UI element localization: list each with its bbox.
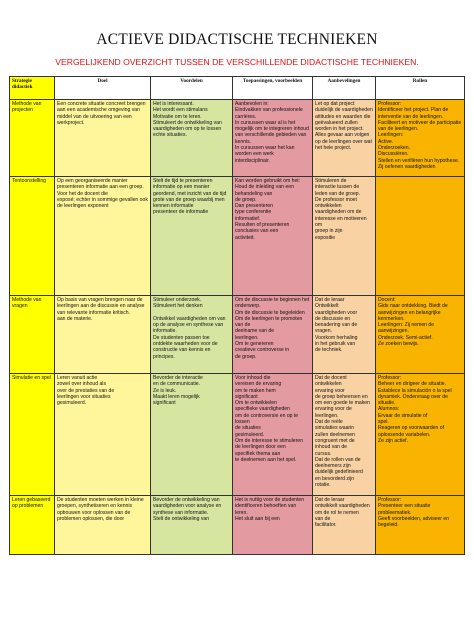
header-row — [10, 77, 465, 100]
toepassingen-cell: Kan worden gebruikt om het: Houd de inleiding van een behandeling van de groep. Dan presenteren type conferentie informatief. Resulten of presenteren conclusies van een activiteit. — [233, 177, 313, 296]
strategy-cell: Methode van vragen — [10, 296, 55, 374]
header-strategy: Strategie didactiek — [10, 77, 55, 100]
doel-cell: De studenten moeten werken in kleine groepen, synthetiseren en kennis opbouwen voor oplossen van de problemen oplossen, die door — [55, 496, 151, 555]
aanbevelingen-cell: Dat de leraar Ontwikkelt vaardigheden voor de discussie en benadering van de vragen. Voorkom herhaling in het gebruik van de techniek. — [313, 296, 376, 374]
voordelen-cell: Bevorder de ontwikkeling van vaardigheden voor analyse en synthese van informatie. Stelt de ontwikkeling van — [151, 496, 233, 555]
header-voordelen: Voordelen — [151, 77, 233, 100]
strategy-cell: Leren gebaseerd op problemen — [10, 496, 55, 555]
rollen-cell: Docent: Gids naar ontdekking. Biedt de aanwijzingen en belangrijke kenmerken. Leerlingen: Zij nemen de aanwijzingen. Onderzoek. Semi-actief. Ze zoeken bewijs. — [376, 296, 465, 374]
table-row — [10, 177, 465, 296]
aanbevelingen-cell: Dat de leraar ontwikkelt vaardigheden om de rol te nemen van de facilitator. — [313, 496, 376, 555]
toepassingen-cell: Om de discussie te beginnen het onderwerp. Om de discussie te begeleiden Om de leerlingen te promoten van de deelname van de leerlingen. Om te genereren creatieve controverse in de groep. — [233, 296, 313, 374]
strategy-cell: Methode van projecten — [10, 100, 55, 177]
table-row — [10, 296, 465, 374]
strategy-cell: Simulatie en spel — [10, 374, 55, 496]
header-doel: Doel — [55, 77, 151, 100]
rollen-cell: Professor: Identificeer het project. Plan de interventie van de leerlingen. Faciliteert en motiveer de participatie van de leerlingen. Leerlingen: Active. Onderzoeken. Discussiëren. Stellen en verifiëren hun hypothese. Zij oefenen vaardigheden — [376, 100, 465, 177]
techniques-table — [9, 76, 465, 555]
aanbevelingen-cell: Dat de docent ontwikkelen ervaring voor de groep beheersen en om een goede te maken ervaring voor de leerlingen. Dat de reële simulaties waarin zullen deelnemen congruent met de inhoud van de cursus. Dat de rollen van de deelnemers zijn duidelijk gedefinieerd en bevorderd zijn rotatie. — [313, 374, 376, 496]
rollen-cell — [376, 177, 465, 296]
voordelen-cell: Stimuleer onderzoek. Stimuleert het denken Ontwikkel vaardigheden om van op de analyse en synthese van informatie. De studenten passen toe ontdekte waarheden voor de constructie van kennis en principes. — [151, 296, 233, 374]
page-title: ACTIEVE DIDACTISCHE TECHNIEKEN — [96, 31, 378, 48]
doel-cell: Op een georganiseerde manier presenteren informatie aan een groep. Voor het de docent die exposé; echter in sommige gevallen ook de leerlingen exponent — [55, 177, 151, 296]
page-subtitle: VERGELIJKEND OVERZICHT TUSSEN DE VERSCHILLENDE DIDACTISCHE TECHNIEKEN. — [55, 57, 419, 67]
rollen-cell: Professor: Beheer en dirigeer de situatie. Establece la simulación o la spel dynamiek. Ondervraag over de situatie. Alumnos: Ervaar de simulatie of spel. Reageren op voorwaarden of oplossende variabelen. Ze zijn actief. — [376, 374, 465, 496]
strategy-cell: Tentoonstelling — [10, 177, 55, 296]
table-row — [10, 100, 465, 177]
header-rollen: Rollen — [376, 77, 465, 100]
toepassingen-cell: Aanbevolen in: Eindvakken van professionele carrières. In cursussen waar al is het mogelijk om te integreren inhoud van verschillende gebieden van kennis. In cursussen waar het kan worden een werk interdisciplinair. — [233, 100, 313, 177]
doel-cell: Op basis van vragen brengen naar de leerlingen aan de discussie en analyse van relevante informatie kritisch. aan de materie. — [55, 296, 151, 374]
toepassingen-cell: Voor inhoud die vereisen de ervaring om te maken hem significant Om te ontwikkelen specifieke vaardigheden om de controversie en op te lossen de situaties gesimuleerd. Om de interesse te stimuleren de leerlingen door een specifiek thema aan te deelnemen aan het spel. — [233, 374, 313, 496]
rollen-cell: Professor: Presenteer een situatie probleematiek. Geeft voorbeelden, adviseer en begeleid. — [376, 496, 465, 555]
header-aanbevelingen: Aanbevelingen — [313, 77, 376, 100]
header-toepassingen: Toepassingen, voorbeelden — [233, 77, 313, 100]
voordelen-cell: Stelt de tijd te presenteren informatie op een manier geordend, met inzicht van de tijd grote van de groep waarbij men kennen informatie presenteer de informatie — [151, 177, 233, 296]
voordelen-cell: Het is interessant. Het wordt een stimulans Motivatie om te leren. Stimuleert de ontwikkeling van vaardigheden om op te lossen echte situaties. — [151, 100, 233, 177]
aanbevelingen-cell: Stimuleren de interactie tussen de leden van de groep. De professor moet ontwikkelen vaardigheden om de interesse en motiveren om groep in zijn expositie — [313, 177, 376, 296]
table-row — [10, 374, 465, 496]
voordelen-cell: Bevorder de interactie en de communicatie. Ze is leuk. Maakt leren mogelijk significant — [151, 374, 233, 496]
doel-cell: Leren vanuit actie zowel over inhoud als over de prestaties van de leerlingen voor situaties gesimuleerd. — [55, 374, 151, 496]
toepassingen-cell: Het is nuttig voor de studenten identificeren behoeften van leren. Het sluit aan bij een — [233, 496, 313, 555]
table-row — [10, 496, 465, 555]
aanbevelingen-cell: Let op dat project duidelijk de vaardigheden attitudes en waarden die geëvalueerd zullen worden in het project. Alles gevaar aan volgen op de leerlingen over wat het hele project. — [313, 100, 376, 177]
doel-cell: Een concrete situatie concreet brengen aan een academische omgeving van middel van de uitvoering van een werkproject. — [55, 100, 151, 177]
